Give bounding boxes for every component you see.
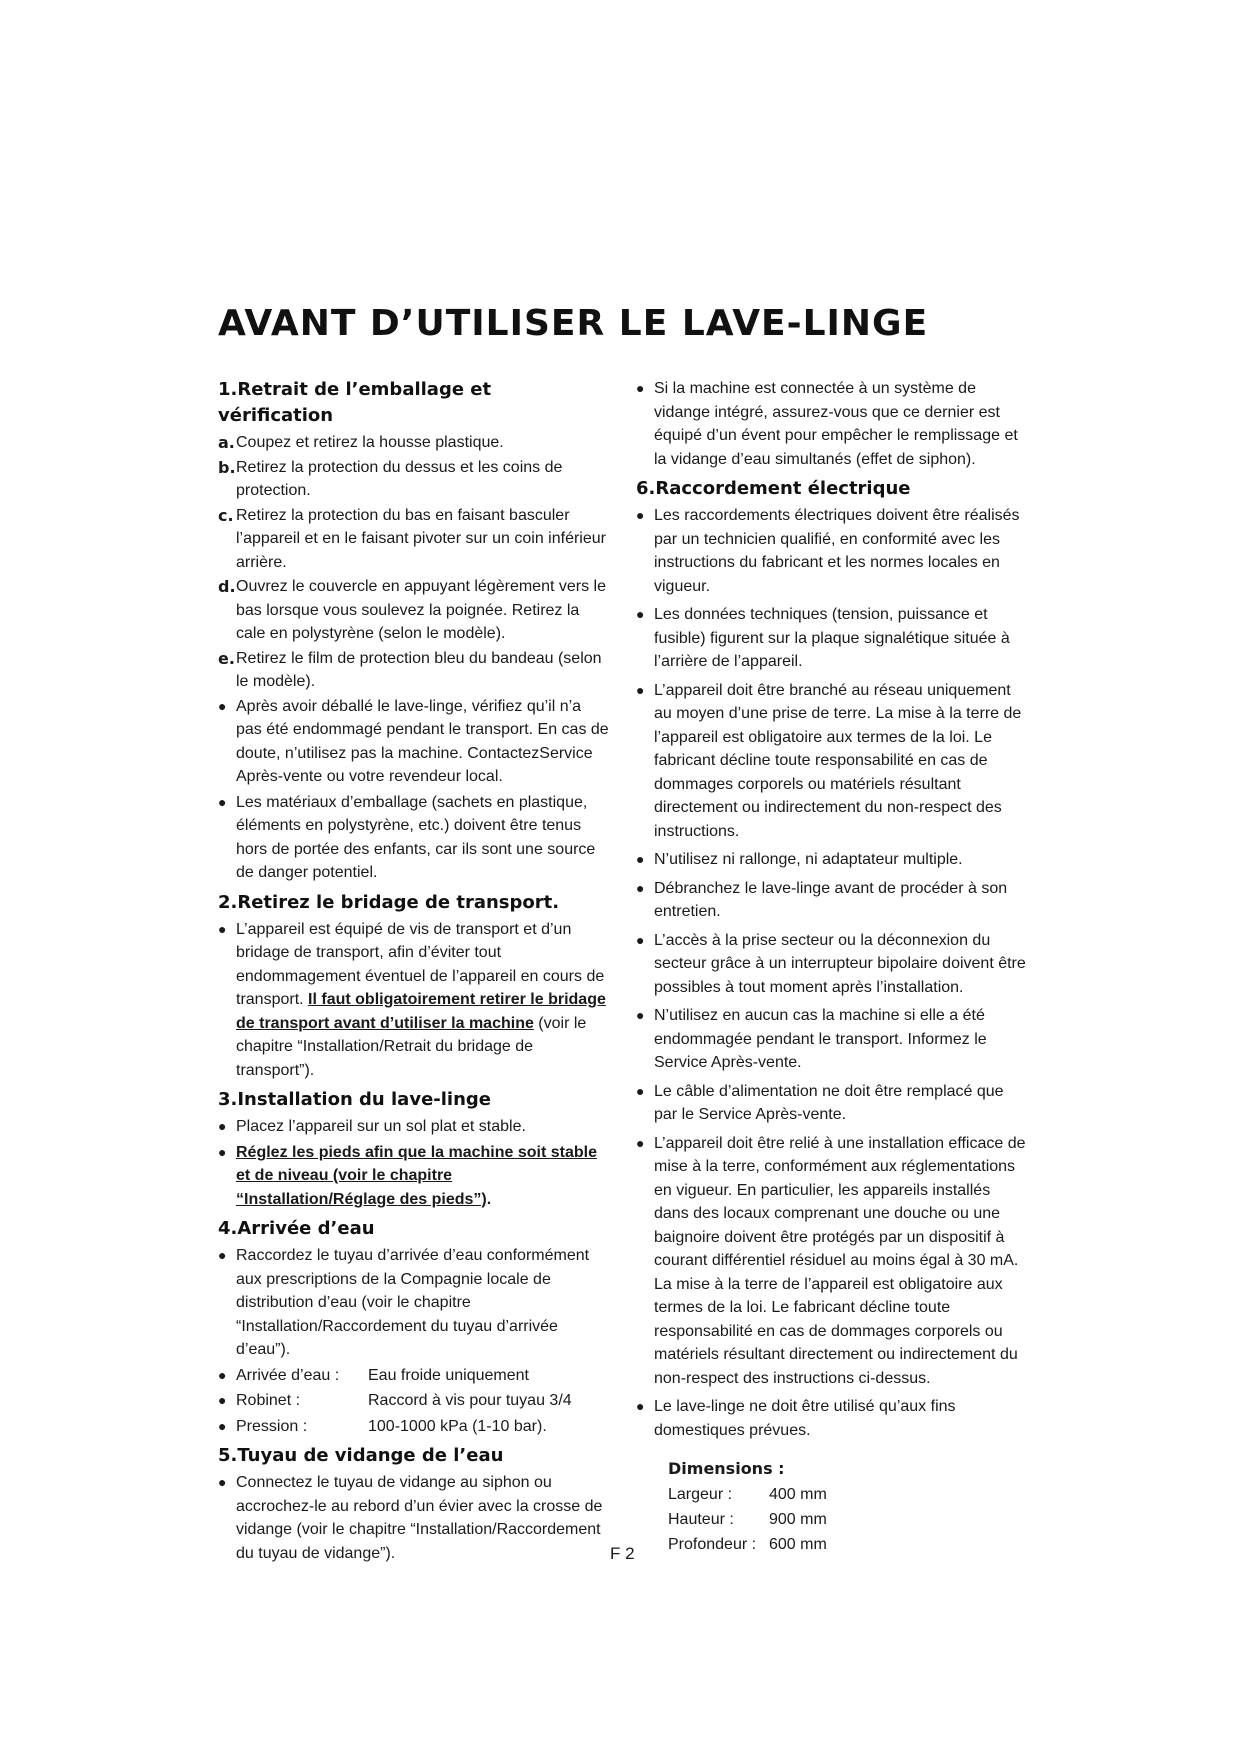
bullet-item <box>636 1132 1028 1391</box>
bullet-text: Le lave-linge ne doit être utilisé qu’aux fins domestiques prévues. <box>654 1398 956 1439</box>
bullet-icon: ● <box>636 1134 645 1151</box>
spec-label: Arrivée d’eau : <box>236 1366 340 1384</box>
dimensions-block <box>668 1456 1028 1557</box>
bullet-icon: ● <box>218 793 227 810</box>
bullet-item <box>218 1244 610 1362</box>
bullet-item <box>636 1395 1028 1442</box>
spec-row <box>218 1415 610 1439</box>
bullet-text: L’appareil doit être branché au réseau uniquement au moyen d’une prise de terre. La mise à la terre de l’appareil est obligatoire aux termes de la loi. Le fabricant décline toute responsabilité en cas de dommages corporels ou matériels résultant directement ou indirectement du non-respect des instructions. <box>654 681 1022 840</box>
bullet-item <box>636 603 1028 674</box>
bullet-icon: ● <box>636 606 645 622</box>
feet-adjust-warning: Réglez les pieds afin que la machine soit stable et de niveau (voir le chapitre “Installation/Réglage des pieds”) <box>236 1143 597 1208</box>
bullet-text: Placez l’appareil sur un sol plat et stable. <box>236 1118 526 1135</box>
bullet-text: Les matériaux d’emballage (sachets en plastique, éléments en polystyrène, etc.) doivent être tenus hors de portée des enfants, car ils sont une source de danger potentiel. <box>236 793 596 881</box>
dimension-value: 400 mm <box>769 1486 827 1503</box>
period: . <box>486 1190 492 1208</box>
spec-label: Pression : <box>236 1417 308 1435</box>
bullet-icon: ● <box>218 1474 227 1490</box>
bullet-item <box>636 1004 1028 1075</box>
spec-label: Robinet : <box>236 1392 301 1409</box>
bullet-text: Après avoir déballé le lave-linge, vérifiez qu’il n’a pas été endommagé pendant le transport. En cas de doute, n’utilisez pas la machine. ContactezService Après-vente ou votre revendeur local. <box>236 697 609 785</box>
list-item <box>218 456 610 503</box>
spec-row <box>218 1389 610 1413</box>
bullet-text: N’utilisez en aucun cas la machine si elle a été endommagée pendant le transport. Informez le Service Après-vente. <box>654 1007 987 1071</box>
bullet-item <box>218 1471 610 1565</box>
section-heading-drain: 5.Tuyau de vidange de l’eau <box>218 1445 504 1466</box>
bullet-icon: ● <box>636 380 645 396</box>
bullet-item <box>636 504 1028 598</box>
bullet-text <box>236 1141 610 1212</box>
bullet-item <box>218 695 610 789</box>
list-item <box>218 575 610 646</box>
bullet-icon: ● <box>636 681 645 698</box>
spec-value: Eau froide uniquement <box>368 1366 529 1384</box>
left-column <box>218 377 610 1567</box>
item-text: Retirez la protection du bas en faisant basculer l’appareil et en le faisant pivoter sur un coin inférieur arrière. <box>236 506 606 571</box>
bullet-text: Débranchez le lave-linge avant de procéder à son entretien. <box>654 879 1008 920</box>
dimension-label: Profondeur : <box>668 1536 757 1553</box>
bullet-text: Si la machine est connectée à un système de vidange intégré, assurez-vous que ce dernier est équipé d’un évent pour empêcher le remplissage et la vidange d’eau simultanés (effet de siphon). <box>654 380 1018 468</box>
bullet-text: Le câble d’alimentation ne doit être remplacé que par le Service Après-vente. <box>654 1082 1004 1123</box>
bullet-icon: ● <box>218 1247 227 1263</box>
list-item <box>218 647 610 694</box>
bullet-icon: ● <box>218 920 227 937</box>
spec-row <box>218 1364 610 1388</box>
bullet-item <box>636 1080 1028 1127</box>
item-marker: c. <box>218 505 234 525</box>
bullet-text: Connectez le tuyau de vidange au siphon ou accrochez-le au rebord d’un évier avec la crosse de vidange (voir le chapitre “Installation/Raccordement du tuyau de vidange”). <box>236 1474 603 1562</box>
dimension-row <box>668 1507 1028 1532</box>
section-heading-installation: 3.Installation du lave-linge <box>218 1089 491 1110</box>
spec-value: Raccord à vis pour tuyau 3/4 <box>368 1392 572 1409</box>
list-item <box>218 431 610 455</box>
bullet-item <box>636 377 1028 471</box>
bullet-text: Les données techniques (tension, puissance et fusible) figurent sur la plaque signalétique située à l’arrière de l’appareil. <box>654 606 1010 670</box>
bullet-icon: ● <box>636 507 645 523</box>
dimension-label: Hauteur : <box>668 1511 734 1528</box>
item-text: Retirez la protection du dessus et les coins de protection. <box>236 458 563 499</box>
bullet-item <box>636 877 1028 924</box>
bullet-item <box>636 679 1028 844</box>
section-heading-electrical: 6.Raccordement électrique <box>636 478 911 499</box>
bullet-icon: ● <box>636 1398 645 1414</box>
dimension-value: 600 mm <box>769 1536 827 1553</box>
bullet-text <box>236 918 610 1083</box>
bullet-item <box>636 929 1028 1000</box>
bullet-text: Raccordez le tuyau d’arrivée d’eau conformément aux prescriptions de la Compagnie locale de distribution d’eau (voir le chapitre “Installation/Raccordement du tuyau d’arrivée d’eau”). <box>236 1247 590 1358</box>
dimensions-title: Dimensions : <box>668 1459 785 1478</box>
item-marker: b. <box>218 457 236 477</box>
section-heading-water-inlet: 4.Arrivée d’eau <box>218 1218 375 1239</box>
bullet-item <box>218 1141 610 1212</box>
bullet-item <box>218 791 610 885</box>
bullet-item <box>218 918 610 1083</box>
item-text: Retirez le film de protection bleu du bandeau (selon le modèle). <box>236 649 602 690</box>
bullet-text: L’accès à la prise secteur ou la déconnexion du secteur grâce à un interrupteur bipolaire doivent être possibles à tout moment après l’installation. <box>654 931 1026 996</box>
bullet-icon: ● <box>218 1118 227 1134</box>
bullet-icon: ● <box>218 1366 227 1383</box>
transport-text: L’appareil est équipé de vis de transport et d’un bridage de transport, afin d’éviter tout endommagement éventuel de l’appareil en cours de transport. <box>236 920 605 1008</box>
section-heading-transport: 2.Retirez le bridage de transport. <box>218 891 560 913</box>
bullet-icon: ● <box>636 931 645 948</box>
page-title: AVANT D’UTILISER LE LAVE-LINGE <box>218 303 929 344</box>
bullet-text: L’appareil doit être relié à une installation efficace de mise à la terre, conformément aux réglementations en vigueur. En particulier, les appareils installés dans des locaux comprenant une douche ou une baignoire doivent être protégés par un dispositif à courant différentiel résiduel au moins égal à 30 mA. La mise à la terre de l’appareil est obligatoire aux termes de la loi. Le fabricant décline toute responsabilité en cas de dommages corporels ou matériels résultant directement ou indirectement du non-respect des instructions ci-dessus. <box>654 1134 1026 1387</box>
bullet-icon: ● <box>636 879 645 896</box>
bullet-icon: ● <box>636 1082 645 1099</box>
right-column <box>636 377 1028 1557</box>
bullet-icon: ● <box>636 851 645 867</box>
item-marker: a. <box>218 433 235 452</box>
bullet-icon: ● <box>218 1392 227 1408</box>
bullet-item <box>218 1115 610 1139</box>
spec-value: 100-1000 kPa (1-10 bar). <box>368 1417 547 1435</box>
bullet-icon: ● <box>218 1143 227 1160</box>
item-marker: e. <box>218 648 235 668</box>
section-heading-unpacking: 1.Retrait de l’emballage et vérification <box>218 379 492 426</box>
bullet-item <box>636 848 1028 872</box>
bullet-icon: ● <box>218 1417 227 1434</box>
dimension-row <box>668 1532 1028 1557</box>
bullet-text: Les raccordements électriques doivent être réalisés par un technicien qualifié, en conformité avec les instructions du fabricant et les normes locales en vigueur. <box>654 507 1020 595</box>
transport-reference: (voir le chapitre “Installation/Retrait du bridage de transport”). <box>236 1014 587 1079</box>
transport-warning: Il faut obligatoirement retirer le bridage de transport avant d’utiliser la machine <box>236 991 606 1032</box>
dimension-value: 900 mm <box>769 1511 827 1528</box>
bullet-icon: ● <box>218 697 227 714</box>
list-item <box>218 504 610 575</box>
item-text: Ouvrez le couvercle en appuyant légèrement vers le bas lorsque vous soulevez la poignée. Retirez la cale en polystyrène (selon le modèle). <box>236 578 606 642</box>
page-number: F 2 <box>610 1544 635 1563</box>
bullet-text: N’utilisez ni rallonge, ni adaptateur multiple. <box>654 851 963 868</box>
bullet-icon: ● <box>636 1007 645 1023</box>
item-marker: d. <box>218 577 236 596</box>
dimension-row <box>668 1482 1028 1507</box>
dimension-label: Largeur : <box>668 1486 733 1503</box>
item-text: Coupez et retirez la housse plastique. <box>236 434 504 451</box>
